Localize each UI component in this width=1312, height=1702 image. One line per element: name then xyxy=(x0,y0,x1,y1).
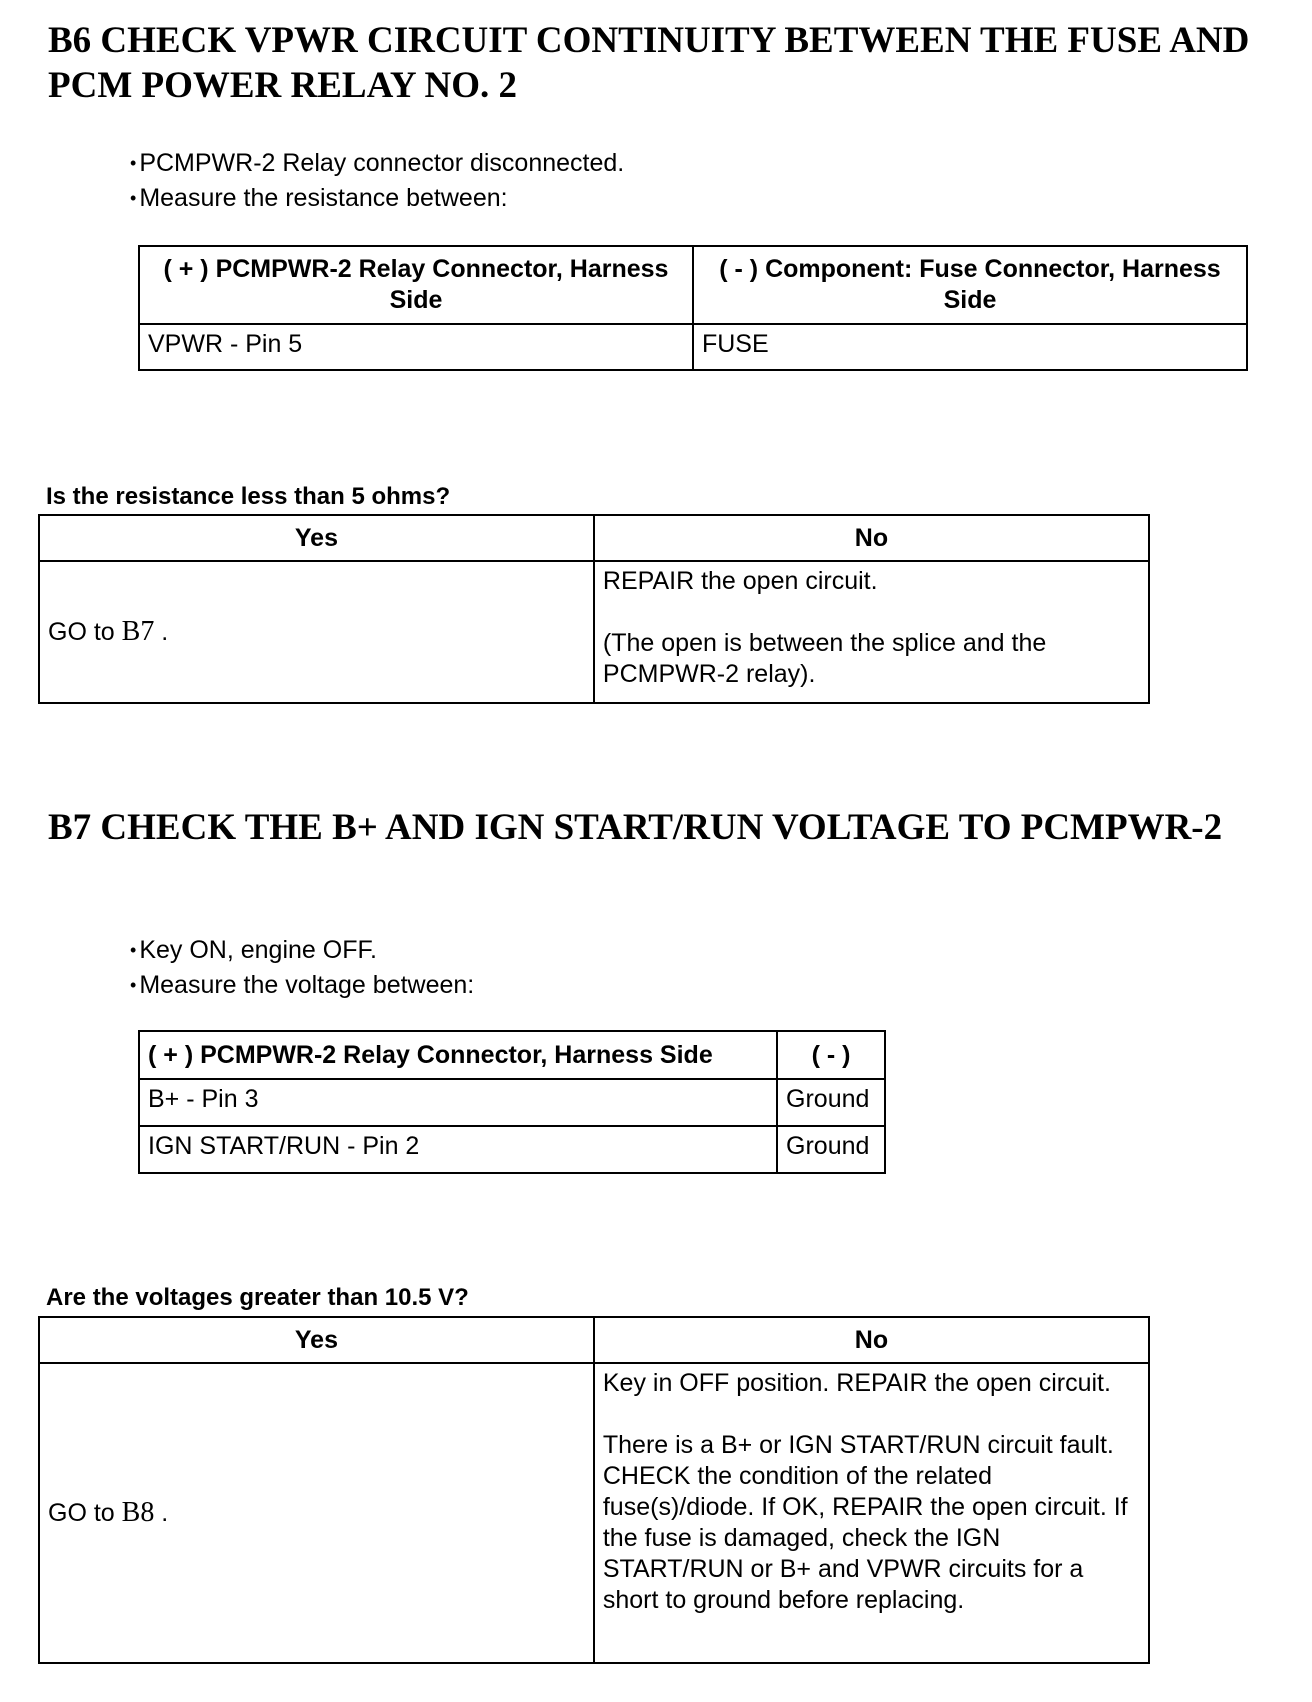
no-paragraph: (The open is between the splice and the PCMPWR-2 relay). xyxy=(602,629,1047,688)
positive-lead-header: ( + ) PCMPWR-2 Relay Connector, Harness Side xyxy=(139,246,693,324)
no-action-cell xyxy=(594,1363,1149,1663)
positive-lead-header: ( + ) PCMPWR-2 Relay Connector, Harness Side xyxy=(139,1031,777,1079)
negative-lead-header: ( - ) xyxy=(777,1031,885,1079)
table-header-row xyxy=(139,246,1247,324)
b7-question: Are the voltages greater than 10.5 V? xyxy=(46,1284,469,1311)
b6-question: Is the resistance less than 5 ohms? xyxy=(46,483,451,510)
no-header: No xyxy=(594,1317,1149,1363)
table-header-row xyxy=(39,515,1149,561)
positive-lead-cell: VPWR - Pin 5 xyxy=(139,324,693,370)
no-paragraph: Key in OFF position. REPAIR the open circuit. xyxy=(602,1369,1111,1397)
yes-action-cell xyxy=(39,561,594,703)
b7-bullet xyxy=(130,934,474,969)
b7-bullet xyxy=(130,969,474,1004)
b7-result-table xyxy=(38,1316,1150,1664)
negative-lead-cell: Ground xyxy=(777,1126,885,1173)
positive-lead-cell: B+ - Pin 3 xyxy=(139,1079,777,1126)
yes-action-cell xyxy=(39,1363,594,1663)
table-row xyxy=(139,324,1247,370)
no-action-cell xyxy=(594,561,1149,703)
b6-bullet-text: PCMPWR-2 Relay connector disconnected. xyxy=(139,149,625,177)
b7-bullet-text: Measure the voltage between: xyxy=(139,971,475,999)
b6-result-table xyxy=(38,514,1150,704)
no-paragraph: There is a B+ or IGN START/RUN circuit fault. CHECK the condition of the related fuse(s)/diode. If OK, REPAIR the open circuit. If the fuse is damaged, check the IGN START/RUN or B+ and VPWR circuits for a short to ground before replacing. xyxy=(602,1431,1128,1614)
table-row xyxy=(39,561,1149,703)
goto-prefix: GO to xyxy=(48,1499,122,1527)
b7-instructions xyxy=(130,934,474,1004)
table-row xyxy=(39,1363,1149,1663)
goto-step-link[interactable]: B8 xyxy=(121,1497,155,1528)
negative-lead-header: ( - ) Component: Fuse Connector, Harness Side xyxy=(693,246,1247,324)
b7-measurement-table xyxy=(138,1030,886,1174)
table-row xyxy=(139,1126,885,1173)
b6-heading: B6 CHECK VPWR CIRCUIT CONTINUITY BETWEEN THE FUSE AND PCM POWER RELAY NO. 2 xyxy=(48,20,1250,106)
b6-bullet-text: Measure the resistance between: xyxy=(139,184,508,212)
goto-suffix: . xyxy=(154,618,169,646)
goto-prefix: GO to xyxy=(48,618,122,646)
no-paragraph: REPAIR the open circuit. xyxy=(602,567,878,595)
b6-measurement-table xyxy=(138,245,1248,371)
yes-header: Yes xyxy=(39,1317,594,1363)
b7-bullet-text: Key ON, engine OFF. xyxy=(139,936,377,964)
table-row xyxy=(139,1079,885,1126)
goto-step-link[interactable]: B7 xyxy=(121,616,155,647)
no-header: No xyxy=(594,515,1149,561)
table-header-row xyxy=(39,1317,1149,1363)
table-header-row xyxy=(139,1031,885,1079)
b6-bullet xyxy=(130,182,624,217)
b7-heading: B7 CHECK THE B+ AND IGN START/RUN VOLTAGE TO PCMPWR-2 xyxy=(48,807,1223,848)
positive-lead-cell: IGN START/RUN - Pin 2 xyxy=(139,1126,777,1173)
yes-header: Yes xyxy=(39,515,594,561)
b6-instructions xyxy=(130,147,624,217)
b6-bullet xyxy=(130,147,624,182)
goto-suffix: . xyxy=(154,1499,169,1527)
negative-lead-cell: Ground xyxy=(777,1079,885,1126)
negative-lead-cell: FUSE xyxy=(693,324,1247,370)
